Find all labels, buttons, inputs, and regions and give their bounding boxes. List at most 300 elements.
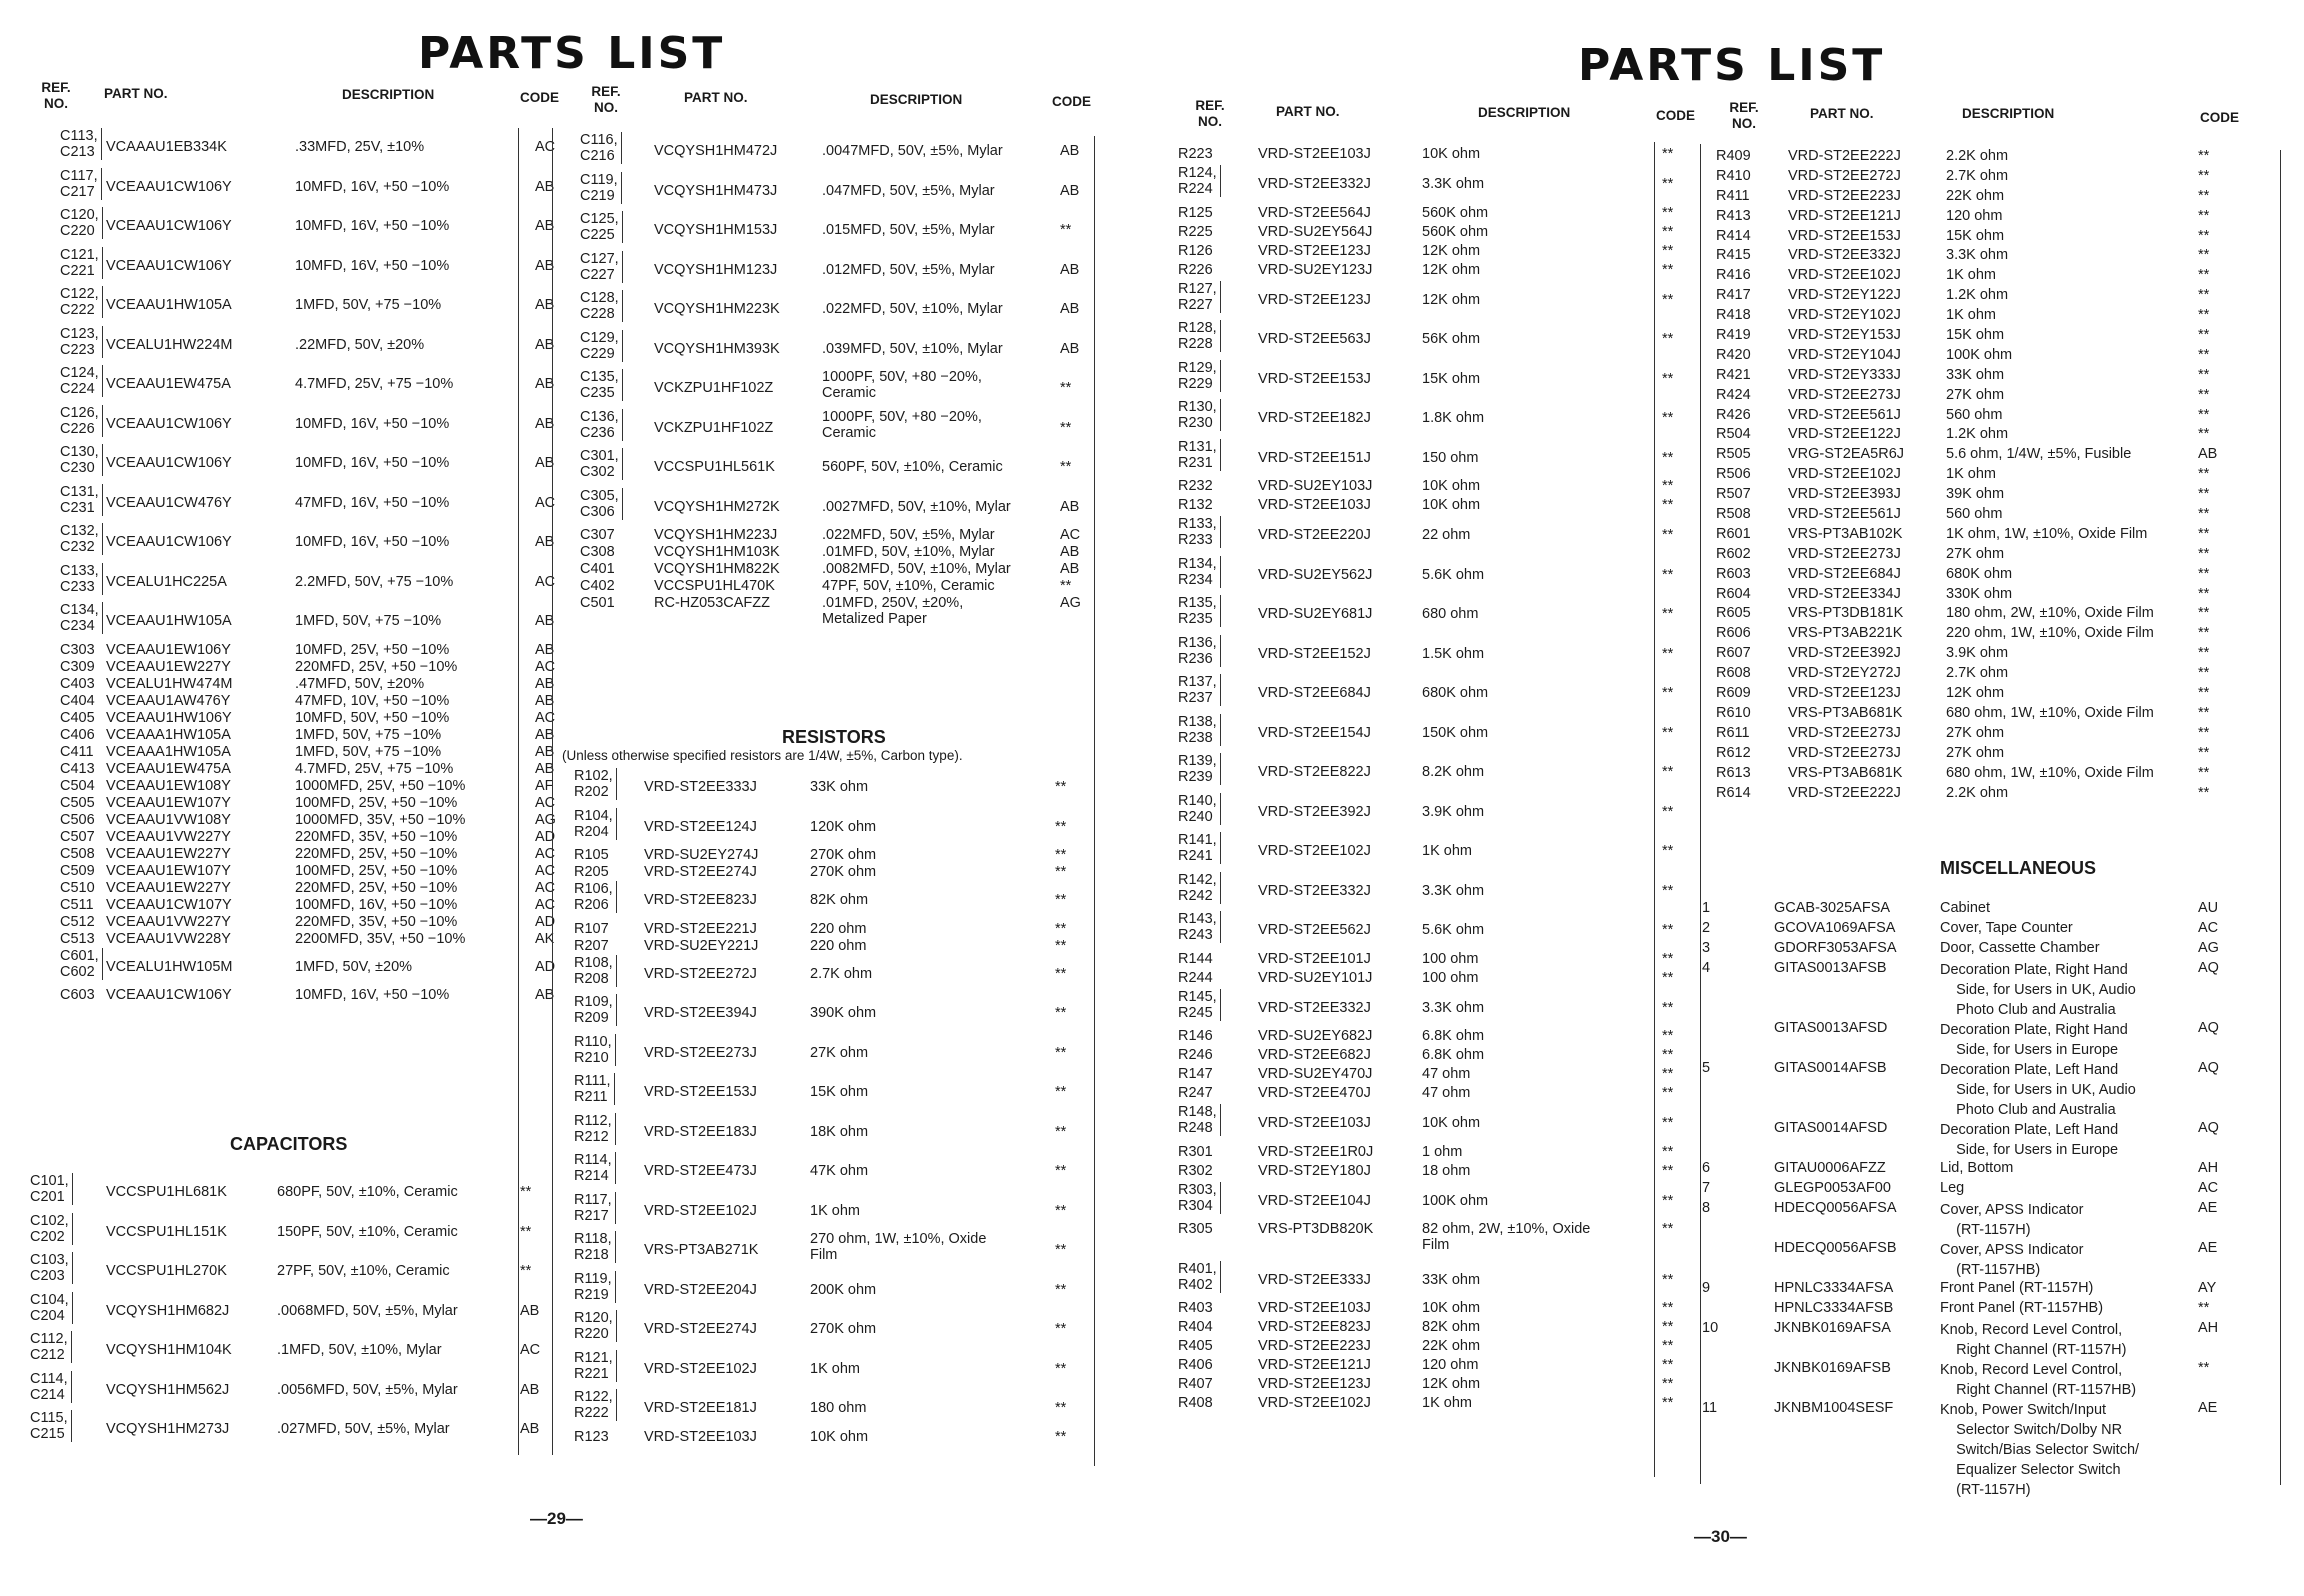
code-cell: ** [1662,882,1674,899]
description-cell: 12K ohm [1946,685,2005,702]
description-cell: 150K ohm [1422,724,1489,741]
description-cell: 100MFD, 16V, +50 −10% [295,896,458,913]
ref-no-cell: C103, C203 [30,1252,73,1284]
part-no-cell: VCQYSH1HM223K [654,301,780,318]
code-cell: AY [2198,1280,2217,1296]
code-cell: AB [520,1381,540,1398]
code-cell: ** [1055,1005,1067,1022]
section-title-capacitors: CAPACITORS [230,1134,348,1154]
description-cell: .33MFD, 25V, ±10% [295,139,425,156]
table-row [1702,1160,2272,1180]
table-row [30,743,555,761]
code-cell: AC [1060,527,1081,543]
code-cell: AQ [2198,1060,2219,1076]
column-divider [2280,150,2281,1485]
part-no-cell: VCEAAU1CW476Y [106,494,232,511]
code-cell: AC [535,709,556,726]
part-no-cell: VCEAAU1CW106Y [106,218,232,235]
ref-no-cell: R401, R402 [1178,1261,1221,1293]
part-no-cell: VRD-ST2EE273J [1788,386,1901,403]
description-cell: 100K ohm [1422,1192,1489,1209]
description-cell: 12K ohm [1422,1376,1481,1392]
description-cell: .0047MFD, 50V, ±5%, Mylar [822,143,1003,160]
ref-no-cell: R140, R240 [1178,793,1221,825]
ref-no-cell: R143, R243 [1178,911,1221,943]
ref-no-cell: R112, R212 [574,1113,616,1145]
ref-no-cell: R418 [1716,307,1751,324]
part-no-cell: VCEAAA1HW105A [106,726,231,743]
code-cell: ** [2198,267,2210,284]
code-cell: AB [535,534,555,551]
description-cell: .039MFD, 50V, ±10%, Mylar [822,340,1003,357]
description-cell: 33K ohm [1946,366,2005,383]
column-divider [1654,142,1655,1477]
table-row [560,544,1100,561]
table-row [1712,168,2272,188]
part-no-cell: VRD-ST2EE103J [1258,1300,1371,1316]
code-cell: AB [1060,182,1080,199]
parts-rows [560,768,1100,1446]
part-no-cell: VRD-ST2EE682J [1258,1047,1371,1063]
part-no-cell: VCQYSH1HM682J [106,1302,230,1319]
description-cell: 1K ohm [1422,843,1472,860]
table-row [30,523,555,563]
part-no-cell: VRD-ST2EE102J [1258,1395,1371,1411]
ref-no-cell: R232 [1178,478,1213,494]
description-cell: 1K ohm [1946,466,1996,483]
description-cell: 6.8K ohm [1422,1047,1485,1063]
code-cell: ** [1662,331,1674,348]
part-no-cell: VCAAAU1EB334K [106,139,227,156]
resistors-note: (Unless otherwise specified resistors are 1/4W, ±5%, Carbon type). [562,748,963,763]
table-row [1712,705,2272,725]
code-cell: ** [2198,704,2210,721]
table-row [1702,920,2272,940]
ref-no-cell: R246 [1178,1047,1213,1063]
part-no-cell: VCQYSH1HM153J [654,222,778,239]
ref-no-cell: R301 [1178,1143,1213,1160]
table-row [1178,146,1678,165]
part-no-cell: VRD-SU2EY470J [1258,1066,1373,1082]
table-row [30,325,555,366]
ref-no-cell: 7 [1702,1180,1711,1196]
ref-no-cell: R145, R245 [1178,989,1221,1021]
part-no-cell: VCEAAU1AW476Y [106,692,231,709]
code-cell: ** [1662,370,1674,387]
table-row [30,777,554,795]
capacitor-rows-column [30,1173,541,1450]
table-row [30,1291,540,1332]
code-cell: ** [2198,307,2210,324]
part-no-cell: VRD-ST2EE274J [644,864,757,880]
table-row [30,828,556,846]
part-no-cell: VCEAAU1CW106Y [106,534,232,551]
code-cell: ** [1662,204,1674,221]
part-no-cell: VCEAAU1HW106Y [106,709,232,726]
code-cell: AQ [2198,960,2219,976]
description-cell: 270K ohm [810,847,877,863]
table-row [1702,1120,2272,1160]
ref-no-cell: R133, R233 [1178,516,1221,548]
table-row [560,955,1100,995]
ref-no-cell: R129, R229 [1178,360,1221,392]
part-no-cell: HPNLC3334AFSB [1774,1300,1894,1316]
code-cell: AC [535,879,556,896]
part-no-cell: VRD-SU2EY682J [1258,1028,1373,1044]
part-no-cell: VCQYSH1HM473J [654,182,778,199]
table-row [560,290,1100,330]
ref-no-cell: R305 [1178,1221,1213,1237]
code-cell: AB [535,257,555,274]
description-cell: 1MFD, 50V, +75 −10% [295,726,442,743]
ref-no-cell: C126, C226 [60,405,103,437]
ref-no-cell: R207 [574,937,609,954]
table-row [1712,426,2272,446]
ref-no-cell: C124, C224 [60,365,103,397]
description-cell: 3.3K ohm [1422,882,1485,899]
code-cell: AQ [2198,1120,2219,1136]
table-row [1712,367,2272,387]
description-cell: 270K ohm [810,864,877,880]
part-no-cell: VRD-ST2EE123J [1788,685,1901,702]
code-cell: AK [535,930,555,947]
description-cell: 100K ohm [1946,346,2013,363]
description-cell: 10MFD, 16V, +50 −10% [295,257,450,274]
description-cell: 15K ohm [810,1084,869,1101]
code-cell: ** [2198,287,2210,304]
ref-no-cell: R107 [574,920,609,937]
table-row [30,760,555,778]
description-cell: 47PF, 50V, ±10%, Ceramic [822,578,995,594]
description-cell: 10MFD, 16V, +50 −10% [295,987,450,1003]
code-cell: ** [2198,605,2210,622]
table-row [1712,586,2272,606]
ref-no-cell: R611 [1716,724,1750,741]
table-row [1712,267,2272,287]
table-row [1712,247,2272,267]
part-no-cell: VRD-SU2EY123J [1258,261,1373,278]
ref-no-cell: R603 [1716,565,1751,582]
description-cell: Leg [1940,1180,1965,1196]
table-row [1702,1020,2272,1060]
part-no-cell: VRD-ST2EE102J [1258,843,1371,860]
ref-no-cell: C406 [60,726,95,743]
description-cell: 1K ohm [810,1360,860,1377]
table-row [1178,243,1678,262]
table-row [30,845,556,863]
header-code: CODE [1656,108,1696,123]
table-row [1712,665,2272,685]
description-cell: 100 ohm [1422,969,1479,986]
header-code: CODE [520,90,560,105]
description-cell: 39K ohm [1946,486,2005,503]
code-cell: AG [2198,940,2219,956]
table-row [1178,793,1678,833]
table-row [1702,1280,2272,1300]
ref-no-cell: C119, C219 [580,172,622,204]
code-cell: AC [520,1342,541,1359]
part-no-cell: VCEALU1HW224M [106,336,233,353]
code-cell: ** [2198,207,2210,224]
ref-no-cell: C301, C302 [580,448,623,480]
code-cell: AB [535,743,555,760]
description-cell: 2.2K ohm [1946,148,2009,164]
header-part-no: PART NO. [1276,104,1340,119]
part-no-cell: VCEALU1HW474M [106,675,233,692]
code-cell: ** [1055,892,1067,909]
code-cell: AB [535,336,555,353]
part-no-cell: GCAB-3025AFSA [1774,900,1891,916]
description-cell: 1MFD, 50V, ±20% [295,958,413,975]
table-row [30,658,556,676]
ref-no-cell: C122, C222 [60,286,103,318]
code-cell: ** [1662,527,1674,544]
code-cell: AC [535,658,556,675]
description-cell: 10K ohm [810,1428,869,1445]
ref-no-cell: R123 [574,1428,609,1445]
table-row [1178,1395,1678,1414]
ref-no-cell: R244 [1178,969,1213,986]
part-no-cell: VRS-PT3DB181K [1788,605,1904,622]
part-no-cell: VRD-ST2EE153J [644,1084,757,1101]
description-cell: 100 ohm [1422,950,1479,967]
code-cell: ** [1060,459,1072,476]
code-cell: ** [1662,1319,1674,1335]
table-row [1712,327,2272,347]
part-no-cell: GITAS0014AFSD [1774,1120,1888,1136]
ref-no-cell: R613 [1716,764,1751,781]
description-cell: 10K ohm [1422,478,1481,494]
code-cell: AE [2198,1240,2218,1256]
description-cell: 220MFD, 35V, +50 −10% [295,828,458,845]
table-row [1178,970,1678,989]
table-row [1178,516,1678,556]
ref-no-cell: C510 [60,879,95,896]
part-no-cell: VRD-ST2EE181J [644,1400,757,1417]
table-row [1712,605,2272,625]
description-cell: 15K ohm [1422,370,1481,387]
description-cell: 680K ohm [1422,685,1489,702]
part-no-cell: VRD-ST2EE394J [644,1005,757,1022]
description-cell: 560K ohm [1422,223,1489,240]
part-no-cell: VRD-ST2EE222J [1788,148,1901,164]
code-cell: ** [2198,346,2210,363]
part-no-cell: JKNBK0169AFSA [1774,1320,1891,1336]
code-cell: ** [1055,937,1067,954]
ref-no-cell: C308 [580,544,615,560]
table-row [30,811,556,829]
ref-no-cell: C411 [60,743,94,760]
ref-no-cell: C104, C204 [30,1292,73,1324]
code-cell: ** [2198,625,2210,642]
table-row [30,286,555,326]
part-no-cell: GDORF3053AFSA [1774,940,1897,956]
table-row [1712,486,2272,506]
table-row [1712,506,2272,526]
table-row [1178,1144,1678,1163]
table-row [1178,832,1678,872]
table-row [30,913,556,931]
part-no-cell: VCQYSH1HM123J [654,261,778,278]
code-cell: ** [2198,764,2210,781]
table-row [560,1310,1100,1350]
code-cell: AB [535,641,555,658]
table-row [30,128,556,168]
part-no-cell: VCEAAU1VW228Y [106,930,231,947]
part-no-cell: VRD-ST2EE564J [1258,204,1371,221]
table-row [1712,387,2272,407]
code-cell: AB [535,415,555,432]
description-cell: 10K ohm [1422,497,1481,513]
ref-no-cell: R136, R236 [1178,635,1221,667]
table-row [30,1370,540,1411]
ref-no-cell: C506 [60,811,95,828]
part-no-cell: VRD-SU2EY221J [644,937,759,954]
part-no-cell: VCEAAU1EW227Y [106,658,231,675]
ref-no-cell: R122, R222 [574,1389,617,1421]
code-cell: AB [535,297,555,314]
part-no-cell: VRD-ST2EE183J [644,1123,757,1140]
table-row [30,896,556,914]
description-cell: 180 ohm [810,1400,867,1417]
description-cell: 27K ohm [1946,386,2005,403]
part-no-cell: VCEAAU1CW106Y [106,455,232,472]
code-cell: ** [2198,406,2210,423]
table-row [30,930,555,948]
table-row [1702,1240,2272,1280]
code-cell: ** [2198,366,2210,383]
part-no-cell: VRD-ST2EE103J [644,1428,757,1445]
code-cell: ** [1055,1084,1067,1101]
part-no-cell: VRD-ST2EE221J [644,920,757,937]
part-no-cell: VCQYSH1HM272K [654,498,780,515]
part-no-cell: VRD-ST2EE332J [1258,176,1371,193]
table-row [1702,1400,2272,1500]
code-cell: AC [535,896,556,913]
part-no-cell: VRD-SU2EY564J [1258,223,1373,240]
description-cell: 560 ohm [1946,406,2003,423]
description-cell: 1.2K ohm [1946,287,2009,304]
table-row [30,1331,541,1371]
code-cell: ** [2198,1300,2210,1316]
description-cell: Decoration Plate, Left Hand Side, for Users in UK, Audio Photo Club and Australia [1940,1062,2136,1118]
ref-no-cell: R146 [1178,1028,1213,1044]
part-no-cell: VRS-PT3DB820K [1258,1221,1374,1237]
ref-no-cell: R404 [1178,1319,1213,1335]
table-row [1712,347,2272,367]
table-row [1702,1060,2272,1120]
table-row [1712,785,2272,805]
column-divider [1094,136,1095,1466]
code-cell: ** [1055,920,1067,937]
header-part-no: PART NO. [1810,106,1874,121]
section-title-miscellaneous: MISCELLANEOUS [1940,858,2097,878]
part-no-cell: VRD-ST2EE822J [1258,764,1371,781]
part-no-cell: VRD-ST2EE562J [1258,922,1371,939]
part-no-cell: VCQYSH1HM273J [106,1421,230,1438]
code-cell: ** [1662,645,1674,662]
code-cell: ** [1055,1044,1067,1061]
description-cell: 1000PF, 50V, +80 −20%, Ceramic [822,408,982,441]
description-cell: 220 ohm [810,920,867,937]
ref-no-cell: R605 [1716,605,1751,622]
table-row [1178,1261,1678,1301]
ref-no-cell: 9 [1702,1280,1711,1296]
description-cell: .027MFD, 50V, ±5%, Mylar [277,1421,450,1438]
part-no-cell: VRD-ST2EE182J [1258,410,1371,427]
table-row [1702,900,2272,920]
table-row [1712,307,2272,327]
code-cell: ** [2198,227,2210,244]
ref-no-cell: 4 [1702,960,1711,976]
part-no-cell: RC-HZ053CAFZZ [654,595,771,611]
description-cell: 560K ohm [1422,204,1489,221]
description-cell: 180 ohm, 2W, ±10%, Oxide Film [1946,605,2154,622]
ref-no-cell: C512 [60,913,95,930]
part-no-cell: VRD-ST2EE393J [1788,486,1901,503]
ref-no-cell: C113, C213 [60,128,102,160]
ref-no-cell: C117, C217 [60,168,102,200]
code-cell: AB [535,455,555,472]
part-no-cell: VCEAAU1CW106Y [106,257,232,274]
description-cell: .1MFD, 50V, ±10%, Mylar [277,1342,442,1359]
ref-no-cell: R223 [1178,146,1213,162]
description-cell: 33K ohm [810,779,869,796]
table-row [1712,725,2272,745]
code-cell: ** [1055,779,1067,796]
code-cell: ** [1060,419,1072,436]
code-cell: AC [535,862,556,879]
part-no-cell: VRD-ST2EE1R0J [1258,1143,1374,1160]
part-no-cell: VCQYSH1HM104K [106,1342,232,1359]
part-no-cell: VCEALU1HC225A [106,573,227,590]
description-cell: 1MFD, 50V, +75 −10% [295,743,442,760]
ref-no-cell: C402 [580,578,615,594]
code-cell: AC [535,494,556,511]
part-no-cell: VCCSPU1HL151K [106,1223,227,1240]
ref-no-cell: C507 [60,828,95,845]
table-row [30,987,555,1004]
description-cell: 120 ohm [1422,1357,1479,1373]
code-cell: AB [1060,544,1080,560]
code-cell: ** [2198,744,2210,761]
code-cell: ** [2198,426,2210,443]
page-title: PARTS LIST [418,28,726,79]
ref-no-cell: R247 [1178,1085,1213,1101]
description-cell: 4.7MFD, 25V, +75 −10% [295,760,454,777]
parts-column-3 [1178,98,1696,1414]
ref-no-cell: R505 [1716,446,1751,463]
header-ref-no: REF. NO. [41,80,71,111]
part-no-cell: VCCSPU1HL270K [106,1263,227,1280]
ref-no-cell: C129, C229 [580,330,623,362]
table-row [1712,566,2272,586]
description-cell: 47K ohm [810,1163,869,1180]
code-cell: AB [535,760,555,777]
table-row [560,172,1100,212]
description-cell: .47MFD, 50V, ±20% [295,675,425,692]
description-cell: Knob, Record Level Control, Right Channel (RT-1157H) [1940,1322,2127,1358]
table-row [1178,595,1678,635]
code-cell: ** [1662,1221,1674,1237]
table-row [560,1389,1100,1429]
code-cell: ** [1662,1300,1674,1316]
code-cell: AB [535,692,555,709]
part-no-cell: VRD-ST2EE684J [1258,685,1371,702]
column-header [1712,100,2272,148]
description-cell: 12K ohm [1422,242,1481,259]
description-cell: 10MFD, 25V, +50 −10% [295,641,450,658]
